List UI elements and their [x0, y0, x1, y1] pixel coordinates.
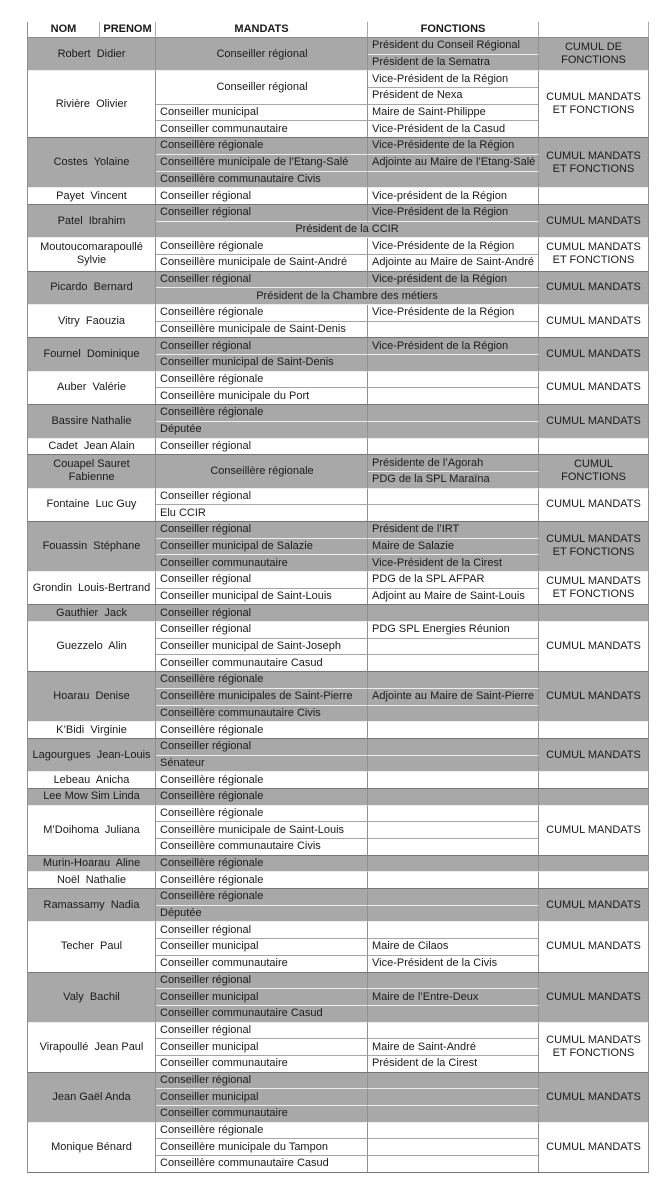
mandat-cell: Conseiller régional [156, 739, 368, 756]
mandat-cell: Conseiller régional [156, 439, 368, 456]
header-row [28, 22, 649, 38]
cumul-cell: CUMUL MANDATS [539, 205, 649, 238]
mandat-cell: Conseillère régionale [156, 772, 368, 789]
mandat-cell: Conseiller régional [156, 622, 368, 639]
fonction-cell [368, 172, 539, 189]
mandat-cell: Conseillère régionale [156, 238, 368, 255]
fonction-cell [368, 906, 539, 923]
name-cell: Robert Didier [28, 38, 156, 71]
cumul-cell: CUMUL MANDATS [539, 1123, 649, 1173]
table-row [28, 806, 649, 823]
mandat-cell: Conseiller régional [156, 338, 368, 355]
mandat-cell: Conseiller municipal de Saint-Louis [156, 589, 368, 606]
mandat-cell: Conseillère municipale de Saint-Denis [156, 322, 368, 339]
table-row [28, 722, 649, 739]
cumul-cell: CUMUL MANDATS ET FONCTIONS [539, 522, 649, 572]
cumul-cell: CUMUL MANDATS [539, 338, 649, 371]
name-cell: Noël Nathalie [28, 872, 156, 889]
name-cell: K’Bidi Virginie [28, 722, 156, 739]
table-row [28, 188, 649, 205]
cumul-cell: CUMUL FONCTIONS [539, 455, 649, 488]
name-cell: Auber Valérie [28, 372, 156, 405]
mandat-cell: Conseillère municipale du Port [156, 388, 368, 405]
mandat-cell: Conseiller municipal [156, 939, 368, 956]
mandat-cell: Conseillère municipale de Saint-Louis [156, 822, 368, 839]
fonction-cell: Adjointe au Maire de Saint-Pierre [368, 689, 539, 706]
header-cumul [539, 22, 649, 38]
fonction-cell [368, 706, 539, 723]
table-row [28, 973, 649, 990]
fonction-cell: Vice-Président de la Civis [368, 956, 539, 973]
table-row [28, 1073, 649, 1090]
fonction-cell [368, 388, 539, 405]
table-row [28, 622, 649, 639]
table-row [28, 739, 649, 756]
name-cell: Costes Yolaine [28, 138, 156, 188]
name-cell: Vitry Faouzia [28, 305, 156, 338]
mandat-cell: Conseillère régionale [156, 405, 368, 422]
mandat-cell: Conseiller régional [156, 489, 368, 506]
cumul-cell: CUMUL MANDATS [539, 622, 649, 672]
cumul-cell: CUMUL MANDATS [539, 405, 649, 438]
fonction-cell: Vice-Président de la Casud [368, 121, 539, 138]
table-row [28, 405, 649, 422]
cumul-cell: CUMUL MANDATS ET FONCTIONS [539, 238, 649, 271]
fonction-cell: Vice-président de la Région [368, 188, 539, 205]
table-row [28, 1123, 649, 1140]
mandat-cell: Conseiller communautaire Casud [156, 655, 368, 672]
cumul-cell: CUMUL MANDATS [539, 672, 649, 722]
name-cell: Fontaine Luc Guy [28, 489, 156, 522]
cumul-cell [539, 188, 649, 205]
fonction-cell [368, 1006, 539, 1023]
mandat-cell: Conseiller municipal de Saint-Joseph [156, 639, 368, 656]
mandat-cell: Conseillère municipales de Saint-Pierre [156, 689, 368, 706]
name-cell: Lee Mow Sim Linda [28, 789, 156, 806]
table-row [28, 922, 649, 939]
header-fonctions: FONCTIONS [368, 22, 539, 38]
name-cell: Grondin Louis-Bertrand [28, 572, 156, 605]
fonction-cell: Adjointe au Maire de l’Etang-Salé [368, 155, 539, 172]
mandat-cell: Conseillère régionale [156, 672, 368, 689]
fonction-cell: Président de l’IRT [368, 522, 539, 539]
name-cell: Rivière Olivier [28, 71, 156, 138]
table-row [28, 138, 649, 155]
fonction-cell [368, 922, 539, 939]
fonction-cell: Vice-Président de la Région [368, 71, 539, 88]
fonction-cell: Vice-Présidente de la Région [368, 305, 539, 322]
cumul-cell: CUMUL MANDATS [539, 922, 649, 972]
cumul-cell: CUMUL MANDATS [539, 806, 649, 856]
fonction-cell: Maire de l’Entre-Deux [368, 989, 539, 1006]
mandat-cell: Conseiller municipal de Saint-Denis [156, 355, 368, 372]
mandat-cell: Conseillère régionale [156, 722, 368, 739]
mandat-cell: Conseillère régionale [156, 856, 368, 873]
mandat-cell: Conseiller régional [156, 572, 368, 589]
mandat-cell: Conseiller régional [156, 973, 368, 990]
mandat-cell: Conseiller régional [156, 272, 368, 289]
mandat-cell: Conseillère régionale [156, 138, 368, 155]
name-cell: Ramassamy Nadia [28, 889, 156, 922]
fonction-cell: Vice-président de la Région [368, 272, 539, 289]
fonction-cell [368, 822, 539, 839]
fonction-cell [368, 639, 539, 656]
fonction-cell: Adjoint au Maire de Saint-Louis [368, 589, 539, 606]
table-body [28, 38, 649, 1173]
name-cell: Murin-Hoarau Aline [28, 856, 156, 873]
table-row [28, 372, 649, 389]
table-row [28, 789, 649, 806]
fonction-cell [368, 839, 539, 856]
fonction-cell [368, 756, 539, 773]
cumul-cell [539, 439, 649, 456]
mandat-cell: Conseiller communautaire [156, 1056, 368, 1073]
name-cell: Gauthier Jack [28, 605, 156, 622]
fonction-cell: Vice-Président de la Cirest [368, 555, 539, 572]
table-row [28, 455, 649, 472]
mandat-cell: Conseiller régional [156, 205, 368, 222]
cumul-cell [539, 856, 649, 873]
cumul-cell: CUMUL MANDATS [539, 372, 649, 405]
fonction-cell [368, 405, 539, 422]
name-cell: Jean Gaël Anda [28, 1073, 156, 1123]
cumul-cell: CUMUL MANDATS ET FONCTIONS [539, 71, 649, 138]
mandat-cell: Conseiller communautaire [156, 1106, 368, 1123]
mandat-cell: Conseillère municipale de l’Etang-Salé [156, 155, 368, 172]
fonction-cell [368, 973, 539, 990]
name-cell: Monique Bénard [28, 1123, 156, 1173]
fonction-cell: Président de Nexa [368, 88, 539, 105]
table-row [28, 872, 649, 889]
mandat-cell: Conseillère régionale [156, 305, 368, 322]
mandat-cell: Conseiller régional [156, 1023, 368, 1040]
name-cell: Fouassin Stéphane [28, 522, 156, 572]
mandat-cell: Conseillère communautaire Civis [156, 706, 368, 723]
mandat-cell: Conseiller communautaire [156, 121, 368, 138]
mandat-cell: Conseillère régionale [156, 872, 368, 889]
fonction-cell [368, 722, 539, 739]
table-row [28, 38, 649, 55]
table-row [28, 572, 649, 589]
table-row [28, 489, 649, 506]
name-cell: Payet Vincent [28, 188, 156, 205]
cumul-cell [539, 789, 649, 806]
mandat-cell: Conseiller communautaire Casud [156, 1006, 368, 1023]
fonction-cell [368, 1089, 539, 1106]
mandat-cell: Conseiller régional [156, 1073, 368, 1090]
fonction-cell [368, 605, 539, 622]
cumul-cell: CUMUL MANDATS [539, 889, 649, 922]
fonction-cell: Président du Conseil Régional [368, 38, 539, 55]
fonction-cell [368, 772, 539, 789]
fonction-cell [368, 422, 539, 439]
fonction-cell [368, 439, 539, 456]
mandat-cell: Conseiller municipal [156, 989, 368, 1006]
name-cell: Couapel Sauret Fabienne [28, 455, 156, 488]
cumul-cell: CUMUL MANDATS ET FONCTIONS [539, 138, 649, 188]
table-row [28, 338, 649, 355]
fonction-cell [368, 655, 539, 672]
fonction-cell: Vice-Présidente de la Région [368, 138, 539, 155]
fonction-cell [368, 372, 539, 389]
fonction-cell: Vice-Président de la Région [368, 338, 539, 355]
fonction-cell: Maire de Saint-André [368, 1039, 539, 1056]
name-cell: Lebeau Anicha [28, 772, 156, 789]
mandat-cell: Conseiller régional [156, 522, 368, 539]
cumul-cell: CUMUL MANDATS [539, 1073, 649, 1123]
name-cell: Valy Bachil [28, 973, 156, 1023]
mandat-cell: Conseillère régionale [156, 455, 368, 488]
table-row [28, 439, 649, 456]
table-row [28, 856, 649, 873]
name-cell: M’Doihoma Juliana [28, 806, 156, 856]
fonction-cell: Président de la Cirest [368, 1056, 539, 1073]
name-cell: Patel Ibrahim [28, 205, 156, 238]
mandat-cell: Conseiller municipal de Salazie [156, 539, 368, 556]
cumul-table [27, 22, 649, 1173]
fonction-cell: PDG SPL Energies Réunion [368, 622, 539, 639]
name-cell: Bassire Nathalie [28, 405, 156, 438]
merged-mandat-fonction-cell: Président de la Chambre des métiers [156, 288, 539, 305]
fonction-cell: Président de la Sematra [368, 55, 539, 72]
mandat-cell: Conseillère régionale [156, 789, 368, 806]
cumul-cell: CUMUL MANDATS [539, 489, 649, 522]
mandat-cell: Députée [156, 422, 368, 439]
cumul-cell [539, 722, 649, 739]
fonction-cell [368, 856, 539, 873]
mandat-cell: Conseiller régional [156, 38, 368, 71]
cumul-cell: CUMUL MANDATS [539, 305, 649, 338]
table-row [28, 889, 649, 906]
table-row [28, 238, 649, 255]
name-cell: Picardo Bernard [28, 272, 156, 305]
fonction-cell [368, 672, 539, 689]
cumul-cell: CUMUL MANDATS ET FONCTIONS [539, 1023, 649, 1073]
merged-mandat-fonction-cell: Président de la CCIR [156, 222, 539, 239]
cumul-cell [539, 872, 649, 889]
fonction-cell: Maire de Cilaos [368, 939, 539, 956]
fonction-cell [368, 355, 539, 372]
mandat-cell: Conseiller municipal [156, 1089, 368, 1106]
fonction-cell [368, 872, 539, 889]
table-row [28, 522, 649, 539]
header-mandats: MANDATS [156, 22, 368, 38]
cumul-cell: CUMUL DE FONCTIONS [539, 38, 649, 71]
fonction-cell [368, 1123, 539, 1140]
mandat-cell: Conseillère municipale de Saint-André [156, 255, 368, 272]
mandat-cell: Conseillère municipale du Tampon [156, 1139, 368, 1156]
mandat-cell: Conseiller communautaire [156, 956, 368, 973]
mandat-cell: Conseillère régionale [156, 372, 368, 389]
name-cell: Hoarau Denise [28, 672, 156, 722]
table-row [28, 272, 649, 289]
fonction-cell [368, 806, 539, 823]
table-row [28, 305, 649, 322]
fonction-cell: Maire de Saint-Philippe [368, 105, 539, 122]
fonction-cell [368, 1156, 539, 1173]
mandat-cell: Conseiller régional [156, 922, 368, 939]
fonction-cell [368, 889, 539, 906]
mandat-cell: Conseillère régionale [156, 889, 368, 906]
fonction-cell [368, 789, 539, 806]
fonction-cell: Vice-Président de la Région [368, 205, 539, 222]
table-row [28, 205, 649, 222]
name-cell: Techer Paul [28, 922, 156, 972]
name-cell: Guezzelo Alin [28, 622, 156, 672]
cumul-cell: CUMUL MANDATS ET FONCTIONS [539, 572, 649, 605]
table-row [28, 605, 649, 622]
mandat-cell: Elu CCIR [156, 505, 368, 522]
fonction-cell: PDG de la SPL AFPAR [368, 572, 539, 589]
name-cell: Fournel Dominique [28, 338, 156, 371]
table-row [28, 71, 649, 88]
mandat-cell: Conseillère régionale [156, 806, 368, 823]
cumul-cell: CUMUL MANDATS [539, 973, 649, 1023]
fonction-cell: Vice-Présidente de la Région [368, 238, 539, 255]
fonction-cell [368, 1106, 539, 1123]
fonction-cell [368, 322, 539, 339]
fonction-cell [368, 505, 539, 522]
mandat-cell: Conseillère communautaire Casud [156, 1156, 368, 1173]
mandat-cell: Conseillère communautaire Civis [156, 839, 368, 856]
mandat-cell: Conseiller régional [156, 188, 368, 205]
cumul-cell: CUMUL MANDATS [539, 272, 649, 305]
fonction-cell [368, 489, 539, 506]
mandat-cell: Députée [156, 906, 368, 923]
fonction-cell [368, 739, 539, 756]
fonction-cell: Présidente de l’Agorah [368, 455, 539, 472]
header-prenom: PRENOM [100, 22, 156, 38]
cumul-cell [539, 772, 649, 789]
fonction-cell: Adjointe au Maire de Saint-André [368, 255, 539, 272]
mandat-cell: Conseiller régional [156, 605, 368, 622]
mandat-cell: Conseiller municipal [156, 1039, 368, 1056]
mandat-cell: Conseillère communautaire Civis [156, 172, 368, 189]
fonction-cell: PDG de la SPL Maraïna [368, 472, 539, 489]
fonction-cell [368, 1023, 539, 1040]
table-header [28, 22, 649, 38]
header-nom: NOM [28, 22, 100, 38]
name-cell: Lagourgues Jean-Louis [28, 739, 156, 772]
table-row [28, 772, 649, 789]
table-row [28, 1023, 649, 1040]
cumul-cell [539, 605, 649, 622]
fonction-cell: Maire de Salazie [368, 539, 539, 556]
mandat-cell: Conseillère régionale [156, 1123, 368, 1140]
mandat-cell: Sénateur [156, 756, 368, 773]
cumul-cell: CUMUL MANDATS [539, 739, 649, 772]
fonction-cell [368, 1139, 539, 1156]
mandat-cell: Conseiller communautaire [156, 555, 368, 572]
mandat-cell: Conseiller régional [156, 71, 368, 104]
table-row [28, 672, 649, 689]
name-cell: Moutoucomarapoullé Sylvie [28, 238, 156, 271]
name-cell: Cadet Jean Alain [28, 439, 156, 456]
name-cell: Virapoullé Jean Paul [28, 1023, 156, 1073]
mandat-cell: Conseiller municipal [156, 105, 368, 122]
fonction-cell [368, 1073, 539, 1090]
